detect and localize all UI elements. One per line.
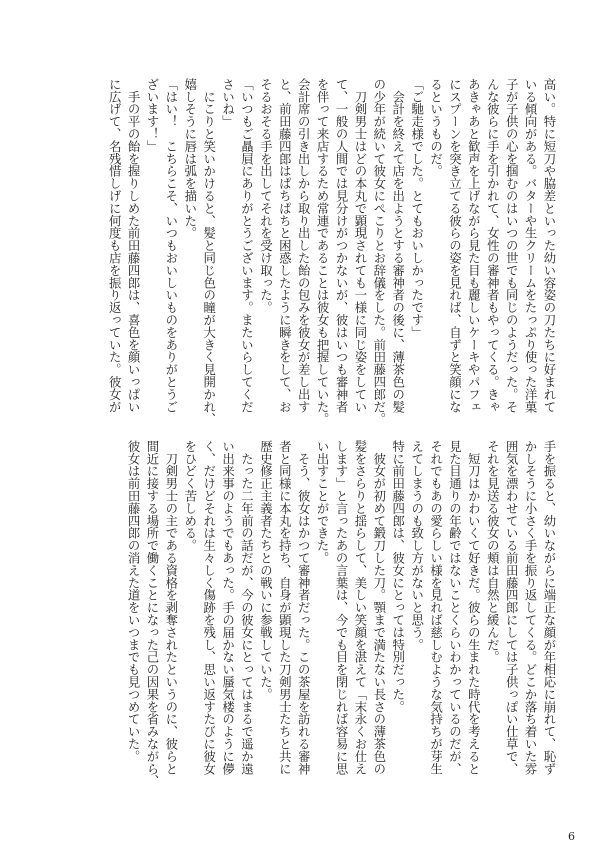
page-number: 6 [568,830,575,843]
text-column: 刀剣男士の主である資格を剥奪されたというのに、彼らと [163,440,179,775]
text-column: 囲気を漂わせている前田藤四郎にしては子供っぽい仕草で、 [504,440,520,775]
text-column: 歴史修正主義者たちとの戦いに参戦していた。 [258,440,274,701]
text-column: 見た目通りの年齢ではないことくらいわかっているのだが、 [447,440,463,775]
text-column: て、一般の人間では見分けがつかないが、彼はいつも審神者 [334,78,350,413]
text-column: い出すことができた。 [315,440,331,564]
text-column: 会計を終えて店を出ようとする審神者の後に、薄茶色の髪 [390,78,406,413]
text-column: 手の平の飴を握りしめた前田藤四郎は、喜色を顔いっぱい [126,78,142,413]
text-column: 子が子供の心を掴むのはいつの世でも同じのようだった。そ [504,78,520,413]
text-column: 「はい！ こちらこそ、いつもおいしいものをありがとうご [163,78,179,413]
text-column: るというものだ。 [428,78,444,178]
text-column: 特に前田藤四郎は、彼女にとっては特別だった。 [390,440,406,713]
text-column: それでもあの愛らしい様を見れば慈しむような気持ちが芽生 [428,440,444,775]
text-column: 者と同様に本丸を持ち、自身が顕現した刀剣男士たちと共に [277,440,293,775]
text-column: 短刀はかわいくて好きだ。彼らの生まれた時代を考えると [466,440,482,775]
text-column: にこりと笑いかけると、髪と同じ色の瞳が大きく見開かれ、 [201,78,217,426]
text-column: く、だけどそれは生々しく傷跡を残し、思い返すたびに彼女 [201,440,217,775]
text-column: かしそうに小さく手を振り返してくる。どこか落ち着いた雰 [523,440,539,775]
text-column: あきゃあと歓声を上げながら見た目も麗しいケーキやパフェ [466,78,482,413]
text-column: 彼女が初めて鍛刀した刀。顎まで満たない長さの薄茶色の [371,440,387,775]
text-column: 「いつもご贔屓にありがとうございます。またいらしてくだ [239,78,255,413]
text-column: の少年が続いて彼女にぺこりとお辞儀をした。前田藤四郎だ。 [371,78,387,426]
text-column: さいね」 [220,78,236,128]
text-column: 「ご馳走様でした。とてもおいしかったです」 [409,78,425,339]
text-block-bottom [123,440,558,788]
text-column: 髪をさらりと揺らして、美しい笑顔を湛えて「末永くお仕え [352,440,368,775]
text-column: い出来事のようでもあった。手の届かない蜃気楼のように儚 [220,440,236,775]
text-column: をひどく苦しめる。 [182,440,198,552]
text-column: いる傾向がある。バターや生クリームをたっぷり使った洋菓 [523,78,539,413]
text-column: と、前田藤四郎はぱちぱちと困惑したように瞬きをして、お [277,78,293,413]
text-column: それを見送る彼女の頬は自然と緩んだ。 [485,440,501,664]
text-column: たった二年前の話だが、今の彼女にとってはまるで遥か遠 [239,440,255,775]
text-column: 高い。特に短刀や脇差といった幼い容姿の刀たちに好まれて [542,78,557,413]
text-column: 彼女は前田藤四郎の消えた道をいつまでも見つめていた。 [126,440,142,763]
text-block-top [104,78,558,426]
text-column: に広げて、名残惜しげに何度も店を振り返っていた。彼女が [107,78,123,413]
text-column: にスプーンを突き立てる彼らの姿を見れば、自ずと笑顔にな [447,78,463,413]
text-column: を伴って来店するため常連であることは彼女も把握していた。 [315,78,331,426]
text-column: えてしまうのも致し方がないと思う。 [409,440,425,651]
text-column: そるおそる手を出してそれを受け取った。 [258,78,274,314]
text-column: ざいます！」 [144,78,160,153]
text-column: 嬉しそうに唇は弧を描いた。 [182,78,198,240]
text-column: 間近に接する場所で働くことになった己の因果を省みながら、 [144,440,160,788]
text-column: 手を振ると、幼いながらに端正な顔が年相応に崩れて、恥ず [542,440,557,775]
text-column: んな彼らに手を引かれて、女性の審神者もやってくる。きゃ [485,78,501,413]
text-column: 刀剣男士はどの本丸で顕現されても一様に同じ姿をしてい [352,78,368,413]
text-column: 会計席の引き出しから取り出した飴の包みを彼女が差し出す [296,78,312,413]
text-column: します」と言ったあの言葉は、今でも目を閉じれば容易に思 [334,440,350,775]
text-column: そう、彼女はかつて審神者だった。この茶屋を訪れる審神 [296,440,312,775]
